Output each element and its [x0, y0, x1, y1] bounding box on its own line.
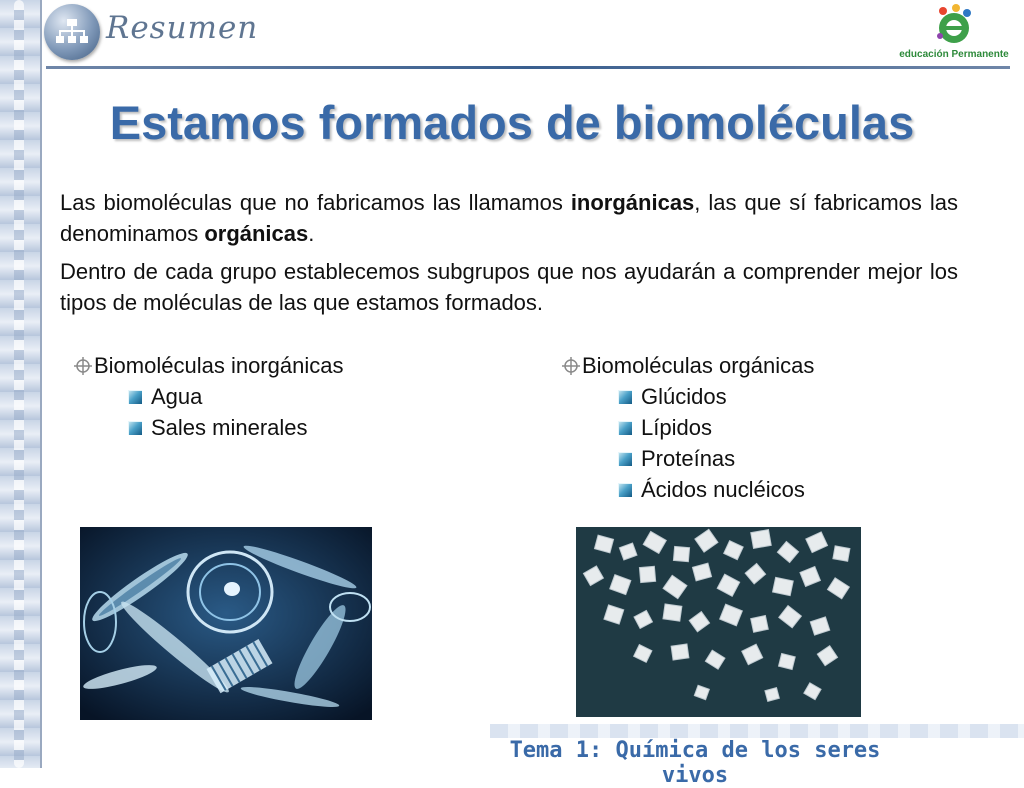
list-item-label: Proteínas	[641, 446, 736, 471]
list-item	[128, 412, 343, 443]
list-item	[618, 412, 814, 443]
intro-bold-organicas: orgánicas	[204, 221, 309, 246]
list-item	[618, 443, 814, 474]
inorganic-heading-row	[74, 350, 343, 381]
organic-heading-row	[562, 350, 814, 381]
list-item	[128, 381, 343, 412]
subgroups-paragraph: Dentro de cada grupo establecemos subgrupos que nos ayudarán a comprender mejor los tipos de moléculas de las que estamos formados.	[60, 259, 958, 315]
list-item	[618, 381, 814, 412]
sitemap-logo-icon	[44, 4, 100, 60]
footer-topic: Tema 1: Química de los seres vivos	[509, 738, 881, 788]
slide-title: Estamos formados de biomoléculas	[109, 96, 915, 149]
list-item-label: Ácidos nucléicos	[641, 477, 805, 502]
footer-decorative-band	[490, 724, 1024, 738]
square-bullet-icon	[618, 452, 632, 466]
list-item	[618, 474, 814, 505]
square-bullet-icon	[618, 390, 632, 404]
brand-e-icon	[934, 4, 974, 48]
crosshair-bullet-icon	[74, 357, 92, 375]
organic-heading: Biomoléculas orgánicas	[582, 353, 815, 378]
brand-logo	[896, 4, 1012, 64]
square-bullet-icon	[618, 483, 632, 497]
intro-text-2: , las que sí fabricamos las denominamos	[60, 190, 958, 246]
crosshair-bullet-icon	[562, 357, 580, 375]
intro-paragraph	[60, 187, 958, 249]
square-bullet-icon	[128, 421, 142, 435]
header-divider	[46, 66, 1010, 69]
list-item-label: Lípidos	[641, 415, 712, 440]
diatoms-photo	[80, 527, 372, 720]
intro-text-1: Las biomoléculas que no fabricamos las llamamos	[60, 190, 571, 215]
brand-name: educación Permanente	[899, 49, 1009, 60]
inorganic-list	[74, 350, 343, 443]
intro-text-3: .	[308, 221, 315, 246]
list-item-label: Agua	[151, 384, 203, 409]
sugar-crystals-photo	[576, 527, 861, 717]
section-title: Resumen	[106, 10, 259, 46]
inorganic-heading: Biomoléculas inorgánicas	[94, 353, 344, 378]
organic-list	[562, 350, 814, 505]
list-item-label: Sales minerales	[151, 415, 308, 440]
square-bullet-icon	[128, 390, 142, 404]
list-item-label: Glúcidos	[641, 384, 727, 409]
intro-bold-inorganicas: inorgánicas	[570, 190, 695, 215]
square-bullet-icon	[618, 421, 632, 435]
decorative-left-border	[0, 0, 42, 768]
